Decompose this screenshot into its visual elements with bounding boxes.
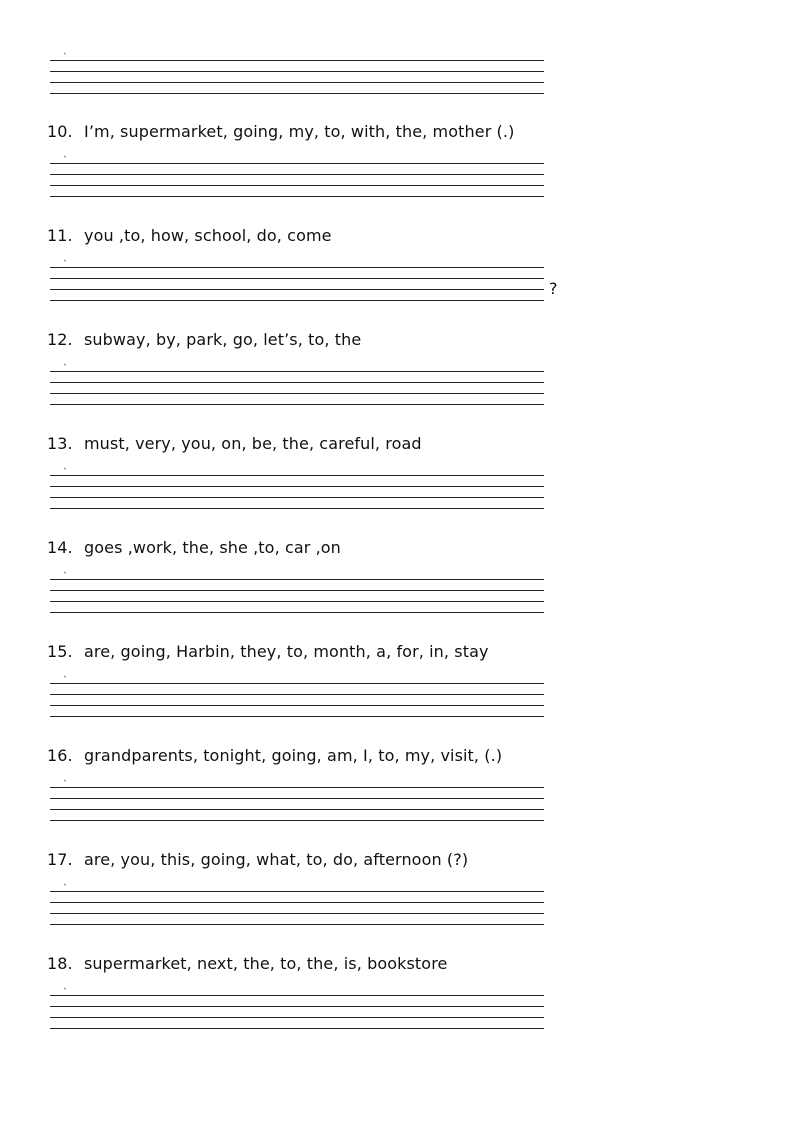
writing-line [50, 278, 544, 279]
tick-mark: ` [63, 53, 68, 63]
question-words: are, going, Harbin, they, to, month, a, for, in, stay [84, 642, 489, 661]
writing-line [50, 612, 544, 613]
question-words: subway, by, park, go, let’s, to, the [84, 330, 362, 349]
question-13 [0, 434, 794, 494]
tick-mark: ` [63, 364, 68, 374]
writing-line [50, 798, 544, 799]
tick-mark: ` [63, 156, 68, 166]
question-18 [0, 954, 794, 1014]
question-words: grandparents, tonight, going, am, I, to, my, visit, (.) [84, 746, 503, 765]
writing-line [50, 393, 544, 394]
question-text [47, 850, 468, 870]
tick-mark: ` [63, 884, 68, 894]
question-text [47, 330, 361, 350]
tick-mark: ` [63, 676, 68, 686]
question-words: supermarket, next, the, to, the, is, bookstore [84, 954, 448, 973]
writing-line [50, 787, 544, 788]
writing-line [50, 196, 544, 197]
writing-line [50, 820, 544, 821]
writing-line [50, 1017, 544, 1018]
question-text [47, 746, 502, 766]
writing-lines[interactable] [50, 988, 544, 1035]
question-14 [0, 538, 794, 598]
writing-line [50, 93, 544, 94]
question-15 [0, 642, 794, 702]
writing-line [50, 82, 544, 83]
question-number: 11. [47, 226, 73, 245]
writing-lines[interactable] [50, 156, 544, 203]
question-words: you ,to, how, school, do, come [84, 226, 332, 245]
question-text [47, 226, 332, 246]
writing-line [50, 289, 544, 290]
question-number: 16. [47, 746, 73, 765]
writing-line [50, 404, 544, 405]
writing-line [50, 497, 544, 498]
question-words: I’m, supermarket, going, my, to, with, the, mother (.) [84, 122, 515, 141]
question-16 [0, 746, 794, 806]
writing-line [50, 185, 544, 186]
writing-line [50, 891, 544, 892]
question-text [47, 122, 514, 142]
question-text [47, 538, 341, 558]
question-text [47, 642, 489, 662]
writing-lines[interactable] [50, 884, 544, 931]
question-number: 13. [47, 434, 73, 453]
question-number: 15. [47, 642, 73, 661]
question-11 [0, 226, 794, 298]
writing-line [50, 705, 544, 706]
writing-lines[interactable] [50, 468, 544, 515]
writing-line [50, 809, 544, 810]
writing-line [50, 683, 544, 684]
writing-line [50, 163, 544, 164]
question-10 [0, 122, 794, 182]
tick-mark: ` [63, 468, 68, 478]
writing-lines-previous [50, 53, 544, 100]
question-number: 10. [47, 122, 73, 141]
writing-lines[interactable] [50, 780, 544, 827]
writing-line [50, 913, 544, 914]
writing-line [50, 475, 544, 476]
writing-line [50, 601, 544, 602]
writing-line [50, 1028, 544, 1029]
writing-line [50, 486, 544, 487]
tick-mark: ` [63, 988, 68, 998]
writing-line [50, 590, 544, 591]
writing-lines[interactable] [50, 364, 544, 411]
tick-mark: ` [63, 572, 68, 582]
question-words: are, you, this, going, what, to, do, afternoon (?) [84, 850, 469, 869]
question-12 [0, 330, 794, 390]
writing-line [50, 267, 544, 268]
question-number: 14. [47, 538, 73, 557]
question-17 [0, 850, 794, 910]
writing-lines[interactable] [50, 572, 544, 619]
tick-mark: ` [63, 260, 68, 270]
writing-line [50, 924, 544, 925]
question-number: 18. [47, 954, 73, 973]
question-mark-ending: ? [549, 279, 558, 298]
writing-lines[interactable] [50, 676, 544, 723]
writing-line [50, 902, 544, 903]
writing-line [50, 716, 544, 717]
question-text [47, 434, 422, 454]
writing-line [50, 579, 544, 580]
writing-line [50, 382, 544, 383]
question-number: 17. [47, 850, 73, 869]
tick-mark: ` [63, 780, 68, 790]
writing-line [50, 71, 544, 72]
writing-line [50, 995, 544, 996]
writing-lines[interactable] [50, 260, 544, 307]
question-text [47, 954, 447, 974]
writing-line [50, 508, 544, 509]
writing-line [50, 60, 544, 61]
question-words: goes ,work, the, she ,to, car ,on [84, 538, 341, 557]
writing-line [50, 300, 544, 301]
writing-line [50, 694, 544, 695]
writing-line [50, 174, 544, 175]
writing-line [50, 1006, 544, 1007]
writing-line [50, 371, 544, 372]
question-number: 12. [47, 330, 73, 349]
question-words: must, very, you, on, be, the, careful, road [84, 434, 422, 453]
